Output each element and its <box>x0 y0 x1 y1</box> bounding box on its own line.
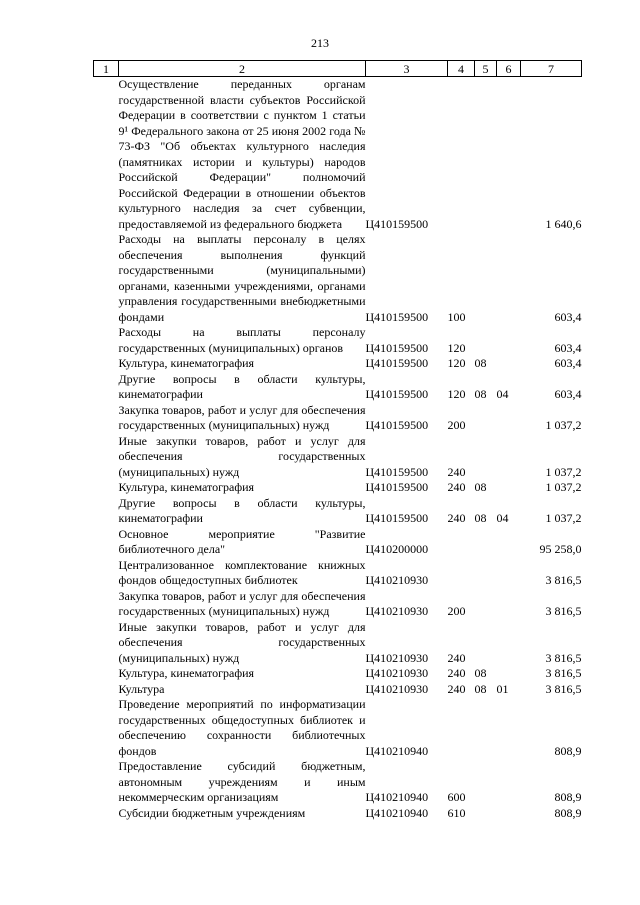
spacer-cell <box>94 759 119 806</box>
row-name: Расходы на выплаты персоналу в целях обеспечения выполнения функций государственными (муниципальными) органами, казенными учреждениями, органами управления государственными внебюджетными фондами <box>118 232 366 324</box>
spacer-cell <box>94 806 119 822</box>
section-code: 08 <box>474 387 487 401</box>
row-name: Закупка товаров, работ и услуг для обеспечения государственных (муниципальных) нужд <box>118 588 366 618</box>
table-row <box>94 558 582 589</box>
table-body <box>94 77 582 822</box>
target-code: Ц410210930 <box>365 666 429 680</box>
row-name: Культура, кинематография <box>118 356 255 370</box>
subsection-code <box>497 403 521 434</box>
expense-type: 240 <box>447 511 466 525</box>
row-name: Иные закупки товаров, работ и услуг для обеспечения государственных (муниципальных) нужд <box>118 619 366 665</box>
expense-type: 120 <box>447 356 466 370</box>
target-code: Ц410210930 <box>365 604 429 618</box>
target-code: Ц410159500 <box>365 511 429 525</box>
table-row <box>94 434 582 481</box>
spacer-cell <box>94 682 119 698</box>
expense-type <box>448 558 475 589</box>
amount: 1 037,2 <box>545 464 582 479</box>
row-name: Культура, кинематография <box>118 480 255 494</box>
subsection-code <box>497 589 521 620</box>
spacer-cell <box>94 666 119 682</box>
section-code <box>475 759 497 806</box>
row-name: Иные закупки товаров, работ и услуг для обеспечения государственных (муниципальных) нужд <box>118 433 366 479</box>
row-name: Основное мероприятие "Развитие библиотечного дела" <box>118 526 366 556</box>
column-number-row <box>94 61 582 77</box>
subsection-code <box>497 77 521 233</box>
section-code <box>475 589 497 620</box>
expense-type: 240 <box>447 464 466 479</box>
spacer-cell <box>94 527 119 558</box>
section-code <box>475 403 497 434</box>
row-name: Расходы на выплаты персоналу государственных (муниципальных) органов <box>118 325 366 355</box>
spacer-cell <box>94 434 119 481</box>
table-row <box>94 356 582 372</box>
table-row <box>94 666 582 682</box>
amount: 3 816,5 <box>545 650 582 665</box>
subsection-code <box>497 527 521 558</box>
table-row <box>94 759 582 806</box>
target-code: Ц410210940 <box>365 790 429 804</box>
row-name: Предоставление субсидий бюджетным, автономным учреждениям и иным некоммерческим организациям <box>118 759 366 804</box>
row-name: Культура, кинематография <box>118 666 255 680</box>
expense-type: 240 <box>447 666 466 680</box>
subsection-code <box>497 558 521 589</box>
amount: 1 037,2 <box>545 480 582 494</box>
column-header: 3 <box>366 61 448 77</box>
amount: 808,9 <box>554 805 582 820</box>
row-name: Культура <box>118 681 165 696</box>
row-name: Закупка товаров, работ и услуг для обеспечения государственных (муниципальных) нужд <box>118 402 366 432</box>
column-header: 1 <box>94 61 119 77</box>
spacer-cell <box>94 77 119 233</box>
subsection-code: 04 <box>496 387 509 401</box>
expense-type: 200 <box>447 418 466 432</box>
spacer-cell <box>94 589 119 620</box>
row-name: Другие вопросы в области культуры, кинематографии <box>118 495 366 525</box>
table-row <box>94 232 582 325</box>
expense-type <box>448 697 475 759</box>
expense-type <box>448 77 475 233</box>
subsection-code <box>497 325 521 356</box>
section-code: 08 <box>474 356 487 370</box>
section-code <box>475 527 497 558</box>
table-row <box>94 589 582 620</box>
section-code: 08 <box>474 666 487 680</box>
target-code: Ц410159500 <box>365 356 429 370</box>
table-row <box>94 527 582 558</box>
expense-type: 240 <box>447 650 466 665</box>
expense-type: 610 <box>447 805 466 820</box>
target-code: Ц410200000 <box>365 542 429 556</box>
spacer-cell <box>94 558 119 589</box>
spacer-cell <box>94 620 119 667</box>
section-code <box>475 232 497 325</box>
subsection-code <box>497 666 521 682</box>
target-code: Ц410210930 <box>365 681 429 696</box>
section-code <box>475 558 497 589</box>
target-code: Ц410159500 <box>365 309 429 324</box>
section-code <box>475 806 497 822</box>
amount: 3 816,5 <box>545 573 582 587</box>
spacer-cell <box>94 325 119 356</box>
amount: 603,4 <box>554 340 582 355</box>
subsection-code <box>497 697 521 759</box>
section-code: 08 <box>474 511 487 525</box>
column-header: 6 <box>497 61 521 77</box>
amount: 3 816,5 <box>545 604 582 618</box>
section-code <box>475 434 497 481</box>
target-code: Ц410210930 <box>365 650 429 665</box>
budget-table <box>93 60 582 821</box>
column-header: 2 <box>119 61 366 77</box>
amount: 603,4 <box>554 309 582 324</box>
row-name: Централизованное комплектование книжных фондов общедоступных библиотек <box>118 557 366 587</box>
spacer-cell <box>94 403 119 434</box>
row-name: Проведение мероприятий по информатизации государственных общедоступных библиотек и обеспечению сохранности библиотечных фондов <box>118 697 366 758</box>
amount: 1 640,6 <box>545 216 582 231</box>
amount: 603,4 <box>554 387 582 401</box>
table-row <box>94 620 582 667</box>
section-code <box>475 697 497 759</box>
expense-type: 240 <box>447 681 466 696</box>
row-name: Осуществление переданных органам государственной власти субъектов Российской Федерации в соответствии с пунктом 1 статьи 9¹ Федерального закона от 25 июня 2002 года № 73-ФЗ "Об объектах культурного наследия (памятниках истории и культуры) народов Российской Федерации" полномочий Российской Федерации в отношении объектов культурного наследия за счет субвенции, предоставляемой из федерального бюджета <box>118 77 366 231</box>
subsection-code: 04 <box>496 511 509 525</box>
expense-type <box>448 527 475 558</box>
table-row <box>94 77 582 233</box>
amount: 603,4 <box>554 356 582 370</box>
section-code <box>475 325 497 356</box>
amount: 1 037,2 <box>545 418 582 432</box>
section-code: 08 <box>474 681 487 696</box>
table-row <box>94 403 582 434</box>
amount: 808,9 <box>554 743 582 758</box>
amount: 808,9 <box>554 790 582 804</box>
subsection-code <box>497 480 521 496</box>
expense-type: 240 <box>447 480 466 494</box>
spacer-cell <box>94 480 119 496</box>
subsection-code <box>497 434 521 481</box>
target-code: Ц410159500 <box>365 216 429 231</box>
amount: 95 258,0 <box>539 542 582 556</box>
target-code: Ц410159500 <box>365 418 429 432</box>
spacer-cell <box>94 356 119 372</box>
row-name: Другие вопросы в области культуры, кинематографии <box>118 371 366 401</box>
amount: 1 037,2 <box>545 511 582 525</box>
expense-type: 120 <box>447 387 466 401</box>
column-header: 5 <box>475 61 497 77</box>
table-row <box>94 480 582 496</box>
table-row <box>94 806 582 822</box>
subsection-code <box>497 806 521 822</box>
expense-type: 200 <box>447 604 466 618</box>
table-row <box>94 325 582 356</box>
target-code: Ц410210940 <box>365 743 429 758</box>
target-code: Ц410210930 <box>365 573 429 587</box>
target-code: Ц410159500 <box>365 480 429 494</box>
row-name: Субсидии бюджетным учреждениям <box>118 805 306 820</box>
subsection-code <box>497 759 521 806</box>
spacer-cell <box>94 232 119 325</box>
section-code: 08 <box>474 480 487 494</box>
table-row <box>94 697 582 759</box>
subsection-code <box>497 620 521 667</box>
table-row <box>94 372 582 403</box>
section-code <box>475 77 497 233</box>
subsection-code: 01 <box>496 681 509 696</box>
expense-type: 120 <box>447 340 466 355</box>
column-header: 7 <box>521 61 582 77</box>
table-row <box>94 682 582 698</box>
amount: 3 816,5 <box>545 681 582 696</box>
section-code <box>475 620 497 667</box>
target-code: Ц410210940 <box>365 805 429 820</box>
target-code: Ц410159500 <box>365 340 429 355</box>
target-code: Ц410159500 <box>365 387 429 401</box>
amount: 3 816,5 <box>545 666 582 680</box>
column-header: 4 <box>448 61 475 77</box>
subsection-code <box>497 356 521 372</box>
target-code: Ц410159500 <box>365 464 429 479</box>
expense-type: 600 <box>447 790 466 804</box>
spacer-cell <box>94 697 119 759</box>
table-row <box>94 496 582 527</box>
subsection-code <box>497 232 521 325</box>
expense-type: 100 <box>447 309 466 324</box>
spacer-cell <box>94 372 119 403</box>
page-number: 213 <box>311 36 329 50</box>
spacer-cell <box>94 496 119 527</box>
